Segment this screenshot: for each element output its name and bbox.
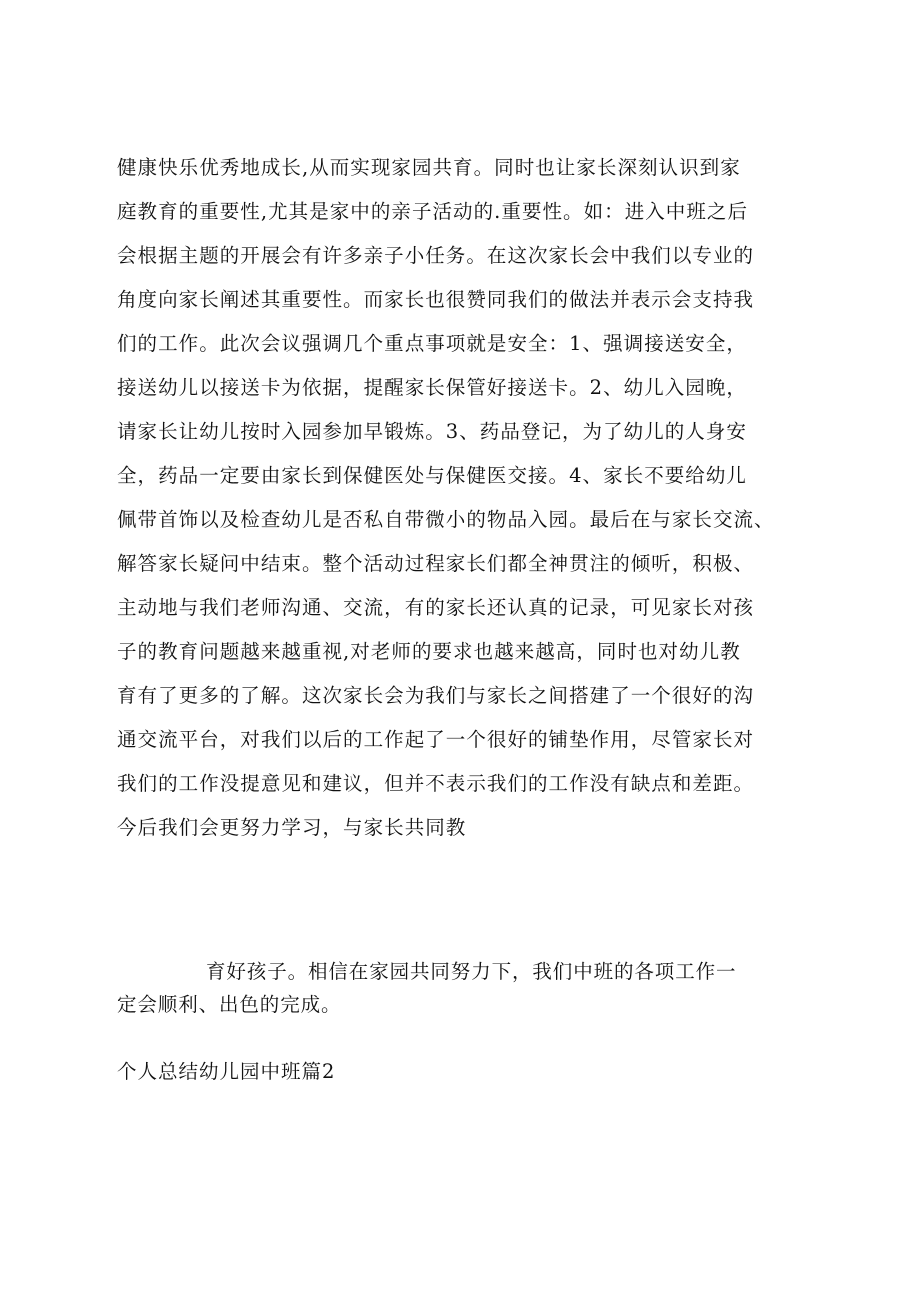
paragraph-line: 今后我们会更努力学习，与家长共同教: [117, 816, 467, 839]
paragraph-line: 主动地与我们老师沟通、交流，有的家长还认真的记录，可见家长对孩: [117, 596, 755, 619]
paragraph-line: 健康快乐优秀地成长,从而实现家园共育。同时也让家长深刻认识到家: [117, 156, 741, 179]
section-heading: 个人总结幼儿园中班篇2: [117, 1060, 336, 1083]
paragraph-line: 通交流平台，对我们以后的工作起了一个很好的铺垫作用，尽管家长对: [117, 728, 755, 751]
paragraph-line: 定会顺利、出色的完成。: [117, 993, 342, 1016]
continued-paragraph: [117, 955, 837, 1021]
paragraph-line: 全，药品一定要由家长到保健医处与保健医交接。4、家长不要给幼儿: [117, 464, 747, 487]
paragraph-line: 子的教育问题越来越重视,对老师的要求也越来越高，同时也对幼儿教: [117, 640, 741, 663]
paragraph-line: 解答家长疑问中结束。整个活动过程家长们都全神贯注的倾听，积极、: [117, 552, 755, 575]
paragraph-line: 我们的工作没提意见和建议，但并不表示我们的工作没有缺点和差距。: [117, 772, 755, 795]
paragraph-line: 们的工作。此次会议强调几个重点事项就是安全：1、强调接送安全，: [117, 332, 747, 355]
paragraph-line: 角度向家长阐述其重要性。而家长也很赞同我们的做法并表示会支持我: [117, 288, 755, 311]
paragraph-line: 会根据主题的开展会有许多亲子小任务。在这次家长会中我们以专业的: [117, 244, 755, 267]
paragraph-line: 接送幼儿以接送卡为依据，提醒家长保管好接送卡。2、幼儿入园晚，: [117, 376, 747, 399]
paragraph-line: 育好孩子。相信在家园共同努力下，我们中班的各项工作一: [206, 960, 737, 983]
paragraph-line: 庭教育的重要性,尤其是家中的亲子活动的.重要性。如：进入中班之后: [117, 200, 748, 223]
main-paragraph: [117, 146, 857, 850]
paragraph-line: 佩带首饰以及检查幼儿是否私自带微小的物品入园。最后在与家长交流、: [117, 508, 775, 531]
paragraph-line: 请家长让幼儿按时入园参加早锻炼。3、药品登记，为了幼儿的人身安: [117, 420, 747, 443]
paragraph-line: 育有了更多的了解。这次家长会为我们与家长之间搭建了一个很好的沟: [117, 684, 755, 707]
